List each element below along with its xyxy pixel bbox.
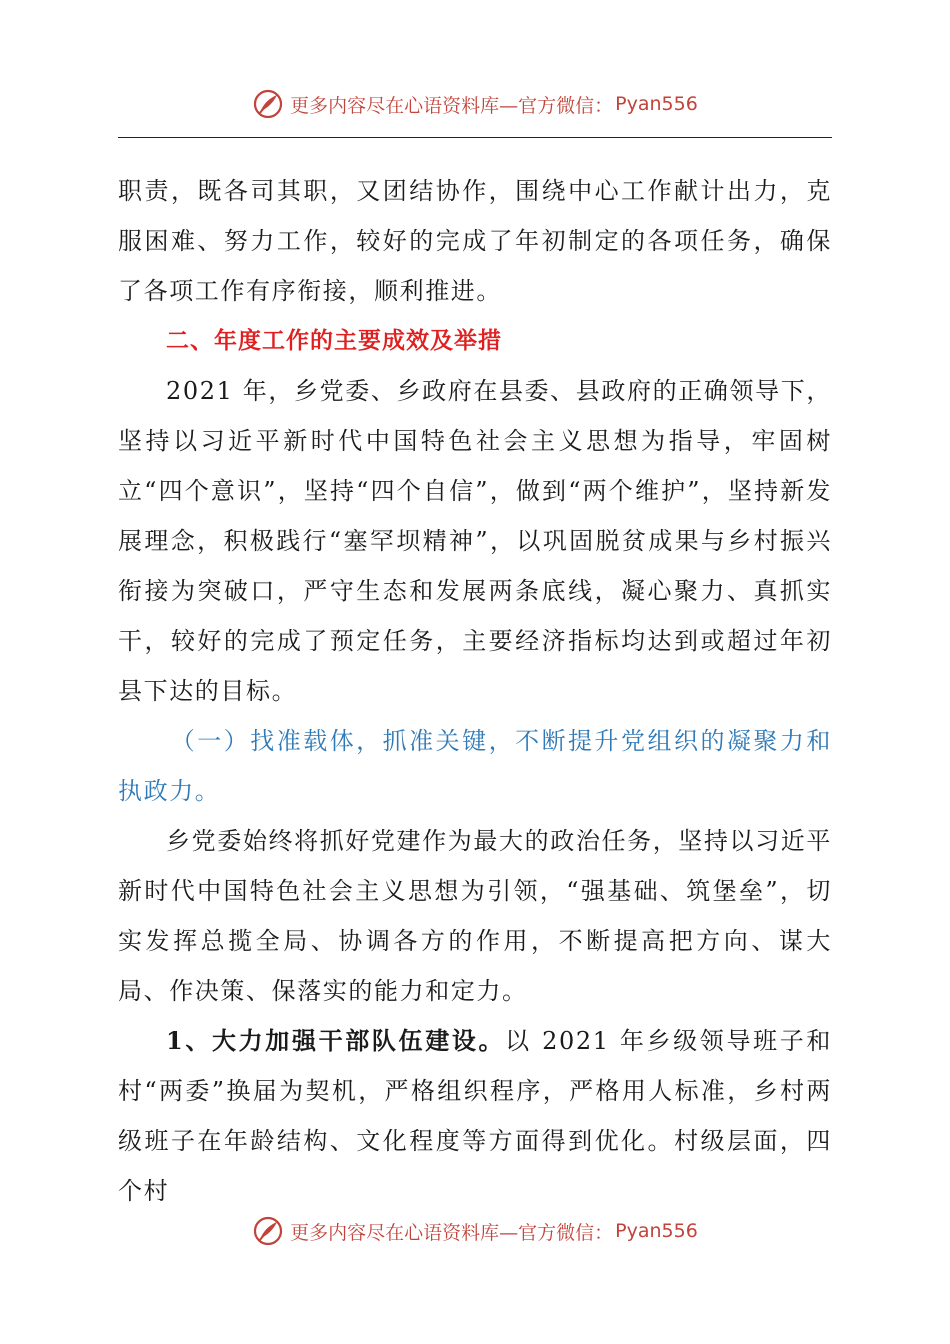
watermark-text: 更多内容尽在心语资料库—官方微信： (290, 1221, 614, 1244)
watermark-wechat-id: Pyan556 (615, 1220, 698, 1242)
item-1-text: 以 2021 年乡级领导班子和村“两委”换届为契机，严格组织程序，严格用人标准，乡村两级班子在年龄结构、文化程度等方面得到优化。村级层面，四个村 (118, 1027, 832, 1205)
subsection-heading-1: （一）找准载体，抓准关键，不断提升党组织的凝聚力和执政力。 (118, 727, 832, 805)
header-divider (118, 137, 832, 138)
paragraph-2021-summary: 2021 年，乡党委、乡政府在县委、县政府的正确领导下，坚持以习近平新时代中国特色社会主义思想为指导，牢固树立“四个意识”，坚持“四个自信”，做到“两个维护”，坚持新发展理念，积极践行“塞罕坝精神”，以巩固脱贫成果与乡村振兴衔接为突破口，严守生态和发展两条底线，凝心聚力、真抓实干，较好的完成了预定任务，主要经济指标均达到或超过年初县下达的目标。 (118, 377, 832, 705)
watermark-header (0, 84, 950, 124)
quill-logo-icon (252, 1215, 284, 1247)
document-body (118, 166, 832, 1216)
section-heading-2: 二、年度工作的主要成效及举措 (166, 328, 502, 354)
item-1-title: 1、大力加强干部队伍建设。 (166, 1026, 506, 1055)
paragraph-continued: 职责，既各司其职，又团结协作，围绕中心工作献计出力，克服困难、努力工作，较好的完成了年初制定的各项任务，确保了各项工作有序衔接，顺利推进。 (118, 177, 832, 305)
paragraph-item-1 (118, 1016, 832, 1216)
paragraph-party-building: 乡党委始终将抓好党建作为最大的政治任务，坚持以习近平新时代中国特色社会主义思想为引领，“强基础、筑堡垒”，切实发挥总揽全局、协调各方的作用，不断提高把方向、谋大局、作决策、保落实的能力和定力。 (118, 827, 832, 1005)
watermark-text: 更多内容尽在心语资料库—官方微信： (290, 94, 614, 117)
watermark-wechat-id: Pyan556 (615, 93, 698, 115)
watermark-footer (0, 1211, 950, 1251)
quill-logo-icon (252, 88, 284, 120)
